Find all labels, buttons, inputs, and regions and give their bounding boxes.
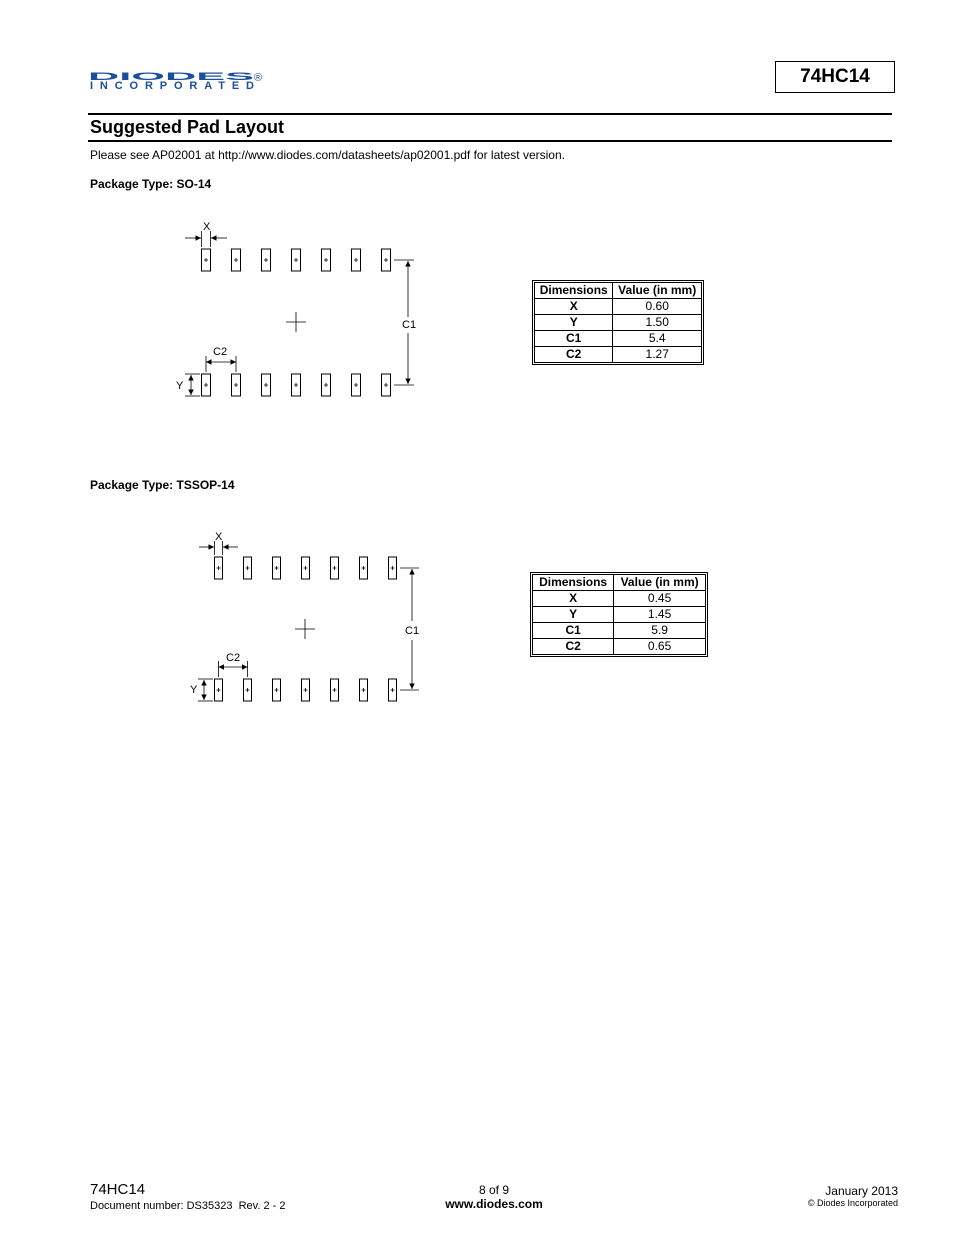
- column-header-dimensions: Dimensions: [535, 283, 613, 299]
- so14-pad-layout-diagram: [170, 215, 430, 405]
- datasheet-note: Please see AP02001 at http://www.diodes.com/datasheets/ap02001.pdf for latest version.: [90, 148, 565, 162]
- so14-c1-label: C1: [402, 319, 417, 331]
- package-type-tssop14-label: Package Type: TSSOP-14: [90, 478, 235, 492]
- footer-copyright: © Diodes Incorporated: [807, 1198, 898, 1208]
- table-row: [535, 347, 702, 363]
- header-rule-bottom: [88, 140, 892, 142]
- value-cell: 1.27: [613, 347, 702, 363]
- table-row: [535, 315, 702, 331]
- tssop14-dimensions-table: [532, 574, 706, 655]
- section-title: Suggested Pad Layout: [90, 117, 285, 137]
- dimension-cell: C1: [533, 623, 614, 639]
- table-row: [535, 299, 702, 315]
- value-cell: 5.4: [613, 331, 702, 347]
- package-type-so14-label: Package Type: SO-14: [90, 177, 212, 191]
- value-cell: 0.65: [614, 639, 706, 655]
- tssop14-center-crosshair: [295, 619, 315, 639]
- so14-c2-label: C2: [213, 346, 228, 358]
- header-rule-top: [88, 113, 892, 115]
- footer-date: January 2013: [825, 1184, 898, 1198]
- logo-registered-mark: ®: [254, 72, 263, 84]
- column-header-value: Value (in mm): [614, 575, 706, 591]
- table-row: [533, 623, 706, 639]
- tssop14-x-label: X: [215, 531, 223, 543]
- column-header-dimensions: Dimensions: [533, 575, 614, 591]
- table-row: [535, 331, 702, 347]
- dimension-cell: C2: [535, 347, 613, 363]
- logo-wordmark: DIODES: [88, 71, 254, 83]
- dimension-cell: X: [533, 591, 614, 607]
- table-row: [533, 639, 706, 655]
- value-cell: 0.45: [614, 591, 706, 607]
- value-cell: 1.45: [614, 607, 706, 623]
- value-cell: 0.60: [613, 299, 702, 315]
- tssop14-x-dimension: [199, 541, 238, 555]
- dimension-cell: X: [535, 299, 613, 315]
- dimension-cell: C2: [533, 639, 614, 655]
- tssop14-c1-label: C1: [405, 625, 420, 637]
- tssop14-y-dimension: [198, 679, 213, 701]
- table-row: [533, 591, 706, 607]
- table-row: [533, 607, 706, 623]
- footer-part-number: 74HC14: [90, 1181, 146, 1198]
- so14-y-label: Y: [176, 380, 184, 392]
- logo-subtitle: INCORPORATED: [90, 80, 254, 92]
- so14-x-dimension: [185, 231, 227, 247]
- dimension-cell: C1: [535, 331, 613, 347]
- table-header-row: [533, 575, 706, 591]
- so14-y-dimension: [185, 374, 200, 396]
- so14-c2-dimension: [206, 356, 236, 372]
- value-cell: 5.9: [614, 623, 706, 639]
- part-number-box: 74HC14: [775, 61, 895, 93]
- column-header-value: Value (in mm): [613, 283, 702, 299]
- table-header-row: [535, 283, 702, 299]
- footer-page-number: 8 of 9: [478, 1183, 510, 1197]
- dimension-cell: Y: [533, 607, 614, 623]
- so14-x-label: X: [203, 221, 211, 233]
- so14-center-crosshair: [286, 312, 306, 332]
- so14-dimensions-table: [534, 282, 702, 363]
- diodes-logo: [88, 46, 263, 92]
- tssop14-pad-layout-diagram: [185, 525, 435, 715]
- value-cell: 1.50: [613, 315, 702, 331]
- footer-website-link[interactable]: www.diodes.com: [445, 1197, 543, 1211]
- tssop14-y-label: Y: [190, 684, 198, 696]
- footer-document-number: Document number: DS35323 Rev. 2 - 2: [90, 1200, 286, 1212]
- tssop14-c2-label: C2: [226, 652, 241, 664]
- dimension-cell: Y: [535, 315, 613, 331]
